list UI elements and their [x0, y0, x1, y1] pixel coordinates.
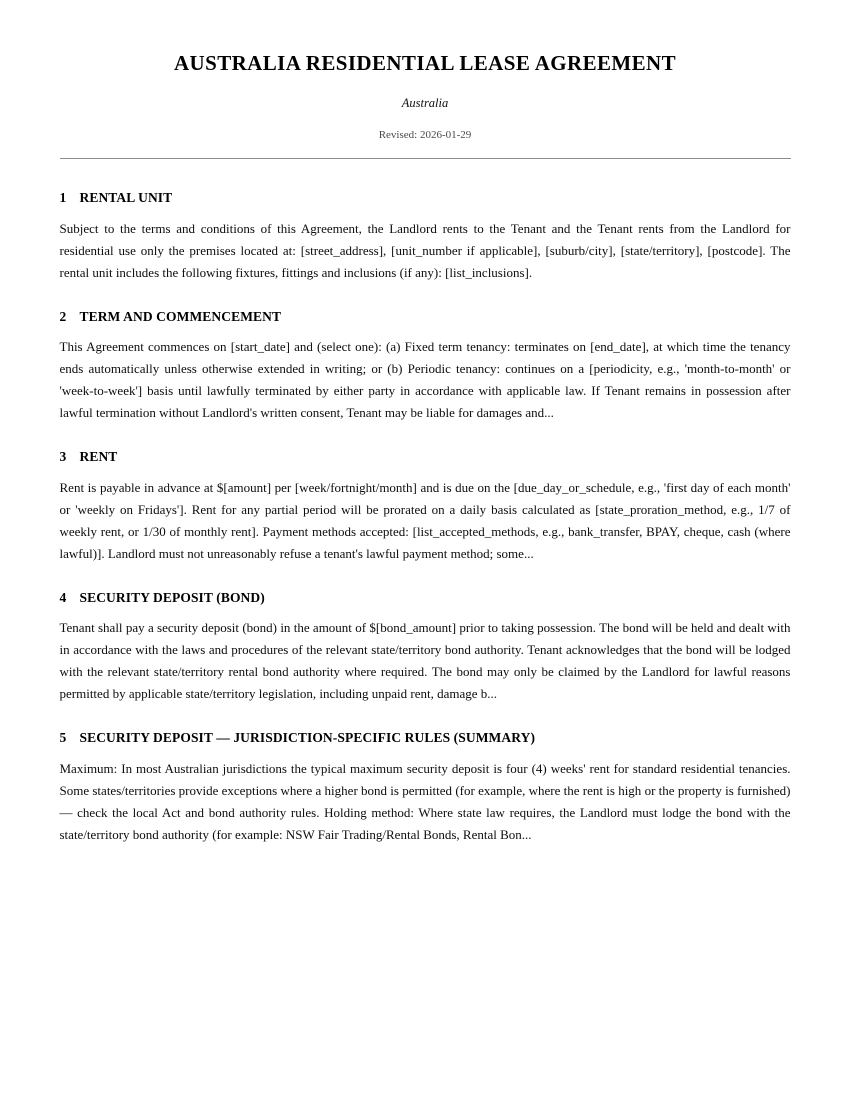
section-number: 2 — [59, 308, 67, 324]
section-heading — [60, 448, 791, 466]
section-title: RENTAL UNIT — [79, 190, 173, 206]
document-subtitle: Australia — [401, 96, 449, 111]
section-term-and-commencement — [60, 308, 791, 425]
section-body: Rent is payable in advance at $[amount] per [week/fortnight/month] and is due on the [due_day_or_schedule, e.g., 'first day of each month' or 'weekly on Fridays']. Rent for any partial period will be prorated on a daily basis calculated as [state_proration_method, e.g., 1/7 of weekly rent, or 1/30 of monthly rent]. Payment methods accepted: [list_accepted_methods, e.g., bank_transfer, BPAY, cheque, cash (where lawful)]. Landlord must not unreasonably refuse a tenant's lawful payment method; some... — [59, 479, 791, 561]
section-number: 1 — [59, 190, 67, 206]
section-title: RENT — [79, 449, 118, 465]
section-number: 5 — [59, 730, 67, 746]
document-content — [60, 0, 791, 846]
section-heading — [60, 308, 791, 326]
page-title: AUSTRALIA RESIDENTIAL LEASE AGREEMENT — [173, 51, 677, 75]
section-security-deposit-jurisdiction-rules — [60, 729, 791, 846]
section-title: TERM AND COMMENCEMENT — [79, 308, 282, 324]
section-title: SECURITY DEPOSIT — JURISDICTION-SPECIFIC RULES (SUMMARY) — [79, 730, 536, 746]
section-rental-unit — [60, 189, 791, 284]
section-rent — [60, 448, 791, 565]
section-heading — [60, 189, 791, 207]
section-heading — [60, 729, 791, 747]
header-divider — [60, 158, 791, 159]
section-heading — [60, 589, 791, 607]
section-body: Subject to the terms and conditions of this Agreement, the Landlord rents to the Tenant and the Tenant rents from the Landlord for residential use only the premises located at: [street_address], [unit_number if applicable], [suburb/city], [state/territory], [postcode]. The rental unit includes the following fixtures, fittings and inclusions (if any): [list_inclusions]. — [59, 220, 791, 280]
section-body: Tenant shall pay a security deposit (bond) in the amount of $[bond_amount] prior to taking possession. The bond will be held and dealt with in accordance with the laws and procedures of the relevant state/territory bond authority. Tenant acknowledges that the bond will be lodged with the relevant state/territory rental bond authority where required. The bond may only be claimed by the Landlord for lawful reasons permitted by applicable state/territory legislation, including unpaid rent, damage b... — [59, 620, 791, 702]
section-title: SECURITY DEPOSIT (BOND) — [79, 589, 265, 605]
sections-list — [60, 189, 791, 846]
section-number: 4 — [59, 589, 67, 605]
section-number: 3 — [59, 449, 67, 465]
document-revised-date: Revised: 2026-01-29 — [378, 129, 472, 142]
section-security-deposit-bond — [60, 589, 791, 706]
section-body: This Agreement commences on [start_date] and (select one): (a) Fixed term tenancy: terminates on [end_date], at which time the tenancy ends automatically unless otherwise extended in writing; or (b) Periodic tenancy: continues on a [periodicity, e.g., 'month-to-month' or 'week-to-week'] basis until lawfully terminated by either party in accordance with applicable law. If Tenant remains in possession after lawful termination without Landlord's written consent, Tenant may be liable for damages and... — [59, 339, 791, 421]
section-body: Maximum: In most Australian jurisdictions the typical maximum security deposit is four (4) weeks' rent for standard residential tenancies. Some states/territories provide exceptions where a higher bond is permitted (for example, where the rent is high or the property is furnished) — check the local Act and bond authority rules. Holding method: Where state law requires, the Landlord must lodge the bond with the state/territory bond authority (for example: NSW Fair Trading/Rental Bonds, Rental Bon... — [59, 760, 791, 842]
